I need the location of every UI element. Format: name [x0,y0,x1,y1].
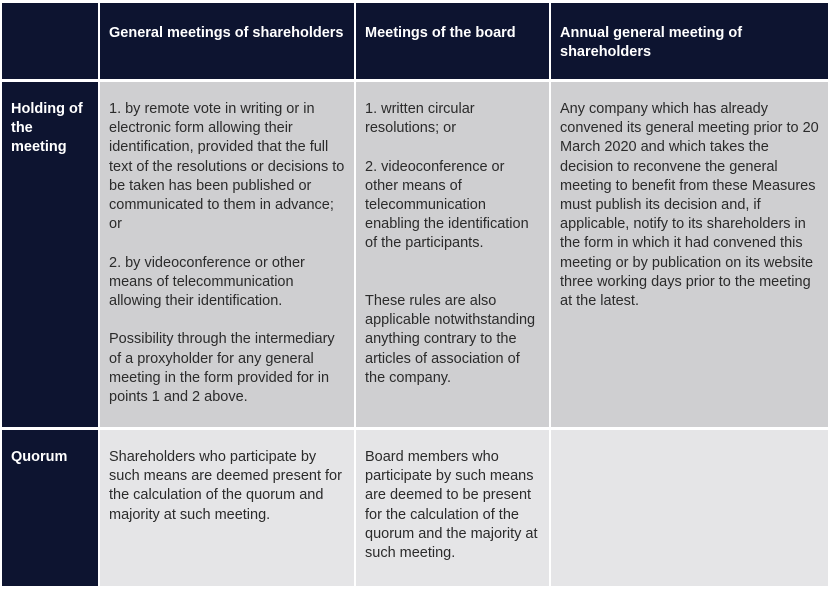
cell-quorum-general [100,430,354,586]
quorum-general-text: Shareholders who participate by such means are deemed present for the calculation of the quorum and majority at such meeting. [109,449,342,523]
cell-holding-general [100,82,354,427]
holding-general-point-1: 1. by remote vote in writing or in electronic form allowing their identification, provided that the full text of the resolutions or decisions to be taken has been published or communicated to them in advance; or [109,101,345,233]
cell-holding-board [356,82,549,427]
cell-holding-annual [551,82,828,427]
row-label-holding: Holding of the meeting [2,82,98,427]
cell-quorum-annual [551,430,828,586]
holding-general-point-2: 2. by videoconference or other means of telecommunication allowing their identification. [109,254,305,310]
holding-board-point-1: 1. written circular resolutions; or [365,101,475,137]
row-label-quorum: Quorum [2,430,98,586]
holding-general-proxy: Possibility through the intermediary of a proxyholder for any general meeting in the form provided for in points 1 and 2 above. [109,331,335,406]
header-corner-cell [2,3,98,79]
comparison-table [2,3,828,586]
holding-board-point-2: 2. videoconference or other means of telecommunication enabling the identification of the participants. [365,158,529,252]
header-general-meetings: General meetings of shareholders [100,3,354,79]
cell-quorum-board [356,430,549,586]
holding-board-rules-note: These rules are also applicable notwithstanding anything contrary to the articles of association of the company. [365,293,536,386]
header-board-meetings: Meetings of the board [356,3,549,79]
header-annual-general-meeting: Annual general meeting of shareholders [551,3,828,79]
quorum-board-text: Board members who participate by such means are deemed to be present for the calculation of the quorum and the majority at such meeting. [365,449,538,562]
holding-annual-text: Any company which has already convened its general meeting prior to 20 March 2020 and which takes the decision to reconvene the general meeting to benefit from these Measures must publish its decision and, if applicable, notify to its shareholders in the form in which it had convened this meeting or by publication on its website three working days prior to the meeting at the latest. [560,101,819,310]
